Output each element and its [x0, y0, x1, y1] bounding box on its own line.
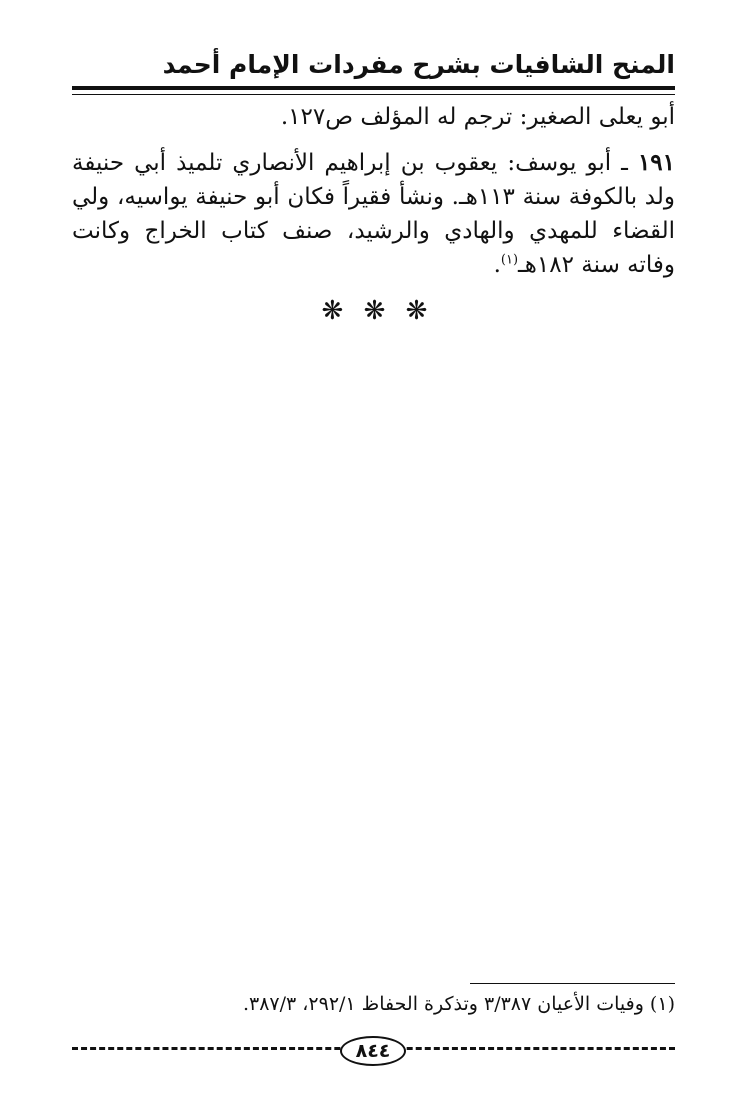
entry-number: ١٩١: [637, 149, 675, 176]
footnote: (١) وفيات الأعيان ٣/٣٨٧ وتذكرة الحفاظ ٢٩٢/١، ٣٨٧/٣.: [242, 993, 675, 1015]
entry-end: .: [493, 252, 501, 278]
header-rule-thick: [72, 86, 675, 90]
footnote-rule: [470, 983, 675, 984]
entry-abu-yusuf: [72, 146, 675, 282]
section-separator-stars: ❋ ❋ ❋: [321, 296, 434, 326]
main-text: [72, 100, 675, 294]
page-number: ٨٤٤: [340, 1036, 406, 1066]
paragraph-abu-yala: أبو يعلى الصغير: ترجم له المؤلف ص١٢٧.: [280, 104, 675, 130]
running-header-title: المنح الشافيات بشرح مفردات الإمام أحمد: [162, 50, 675, 79]
header-rule-thin: [72, 94, 675, 95]
footnote-reference: (١): [500, 252, 519, 268]
entry-text: ـ أبو يوسف: يعقوب بن إبراهيم الأنصاري تلميذ أبي حنيفة ولد بالكوفة سنة ١١٣هـ. ونشأ فقيراً فكان أبو حنيفة يواسيه، ولي القضاء للمهدي والهادي والرشيد، صنف كتاب الخراج وكانت وفاته سنة ١٨٢هـ: [72, 150, 675, 278]
